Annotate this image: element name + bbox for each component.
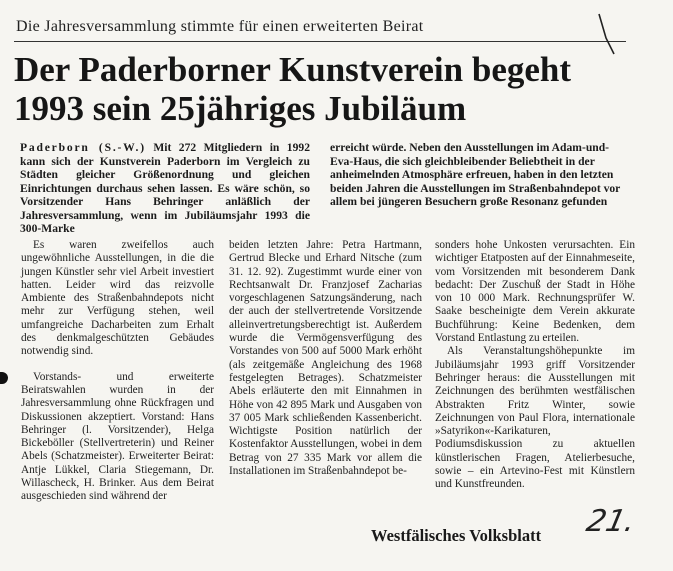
body-column-3 [435,239,635,492]
column-2-paragraph-1: beiden letzten Jahre: Petra Hartmann, Gertrud Blecke und Erhard Nitsche (zum 31. 12. 92). Zugestimmt wurde einer von Rechtsanwalt Dr. Franzjosef Zacharias vorgeschlagenen Satzungsänderung, nach der auch der stellvertretende Vorsitzende alleinvertretungsberechtigt ist. Außerdem wurde die Vermögensverfügung des Vorstandes von 500 auf 5000 Mark erhöht (als zeitgemäße Angleichung des 1968 festgelegten Betrages). Schatzmeister Abels erläuterte den mit Einnahmen in Höhe von 42 895 Mark und Ausgaben von 37 005 Mark schließenden Kassenbericht. Wichtigste Position natürlich der Kostenfaktor Ausstellungen, wobei in dem Betrag von 27 335 Mark vor allem die Installationen im Straßenbahndepot be- [229,239,422,478]
dateline: Paderborn (S.-W.) [20,141,146,154]
newspaper-source: Westfälisches Volksblatt [371,526,542,545]
handwritten-page-number: 21. [583,504,639,539]
body-column-2 [229,239,422,478]
kicker-rule [14,41,626,42]
article-headline [14,50,654,128]
lead-text-left: Mit 272 Mitgliedern in 1992 kann sich der Kunstverein Paderborn im Vergleich zu Städten gleicher Größenordnung und gleichen Einrichtungen durchaus sehen lassen. Es wäre schön, so Vorsitzender Hans Behringer anläßlich der Jahresversammlung, wenn im Jubiläumsjahr 1993 die 300-Marke [20,141,310,235]
lead-paragraph-right: erreicht würde. Neben den Ausstellungen im Adam-und-Eva-Haus, die sich gleichbleibender Beliebtheit in der anheimelnden Atmosphäre erfreuen, haben in den letzten beiden Jahren die Ausstellungen im Straßenbahndepot vor allem bei jüngeren Besuchern große Resonanz gefunden [330,141,621,208]
column-3-paragraph-2: Als Veranstaltungshöhepunkte im Jubiläumsjahr 1993 griff Vorsitzender Behringer heraus: die Ausstellungen mit Zeichnungen des berühmten westfälischen Abstrakten Fritz Winter, sowie Zeichnungen von Paul Flora, internationale »Satyrikon«-Karikaturen, Podiumsdiskussion zu aktuellen künstlerischen Fragen, Atelierbesuche, sowie – ein Artevino-Fest mit Künstlern und Kunstfreunden. [435,345,635,491]
column-1-paragraph-1: Es waren zweifellos auch ungewöhnliche Ausstellungen, in die die jungen Künstler sehr viel Arbeit investiert hatten. Leider wird das reizvolle Ambiente des Straßenbahndepots nicht mehr zur Verfügung stehen, weil umfangreiche Dacharbeiten zum Erhalt des denkmalgeschützten Gebäudes notwendig sind. [21,239,214,358]
column-1-paragraph-2: Vorstands- und erweiterte Beiratswahlen wurden in der Jahresversammlung ohne Rückfragen und Diskussionen akzeptiert. Vorstand: Hans Behringer (l. Vorsitzender), Helga Bickeböller (Stellvertreterin) und Reiner Abels (Schatzmeister). Erweiterter Beirat: Antje Lükkel, Claria Stiegemann, Dr. Willascheck, H. Brinker. Aus dem Beirat ausgeschieden sind während der [21,370,214,503]
margin-punch-mark [0,372,8,384]
headline-line-1: Der Paderborner Kunstverein begeht [14,50,572,89]
lead-paragraph-left [20,141,310,236]
body-column-1 [21,239,214,504]
article-kicker: Die Jahresversammlung stimmte für einen erweiterten Beirat [16,18,424,35]
column-3-paragraph-1: sonders hohe Unkosten verursachten. Ein wichtiger Etatposten auf der Einnahmeseite, vom Vorsitzenden mit besonderem Dank bedacht: Der Zuschuß der Stadt in Höhe von 10 000 Mark. Rechnungsprüfer W. Saake bescheinigte dem Verein akkurate Buchführung: Keine Bedenken, dem Vorstand Entlastung zu erteilen. [435,239,635,345]
headline-line-2: 1993 sein 25jähriges Jubiläum [14,89,467,128]
